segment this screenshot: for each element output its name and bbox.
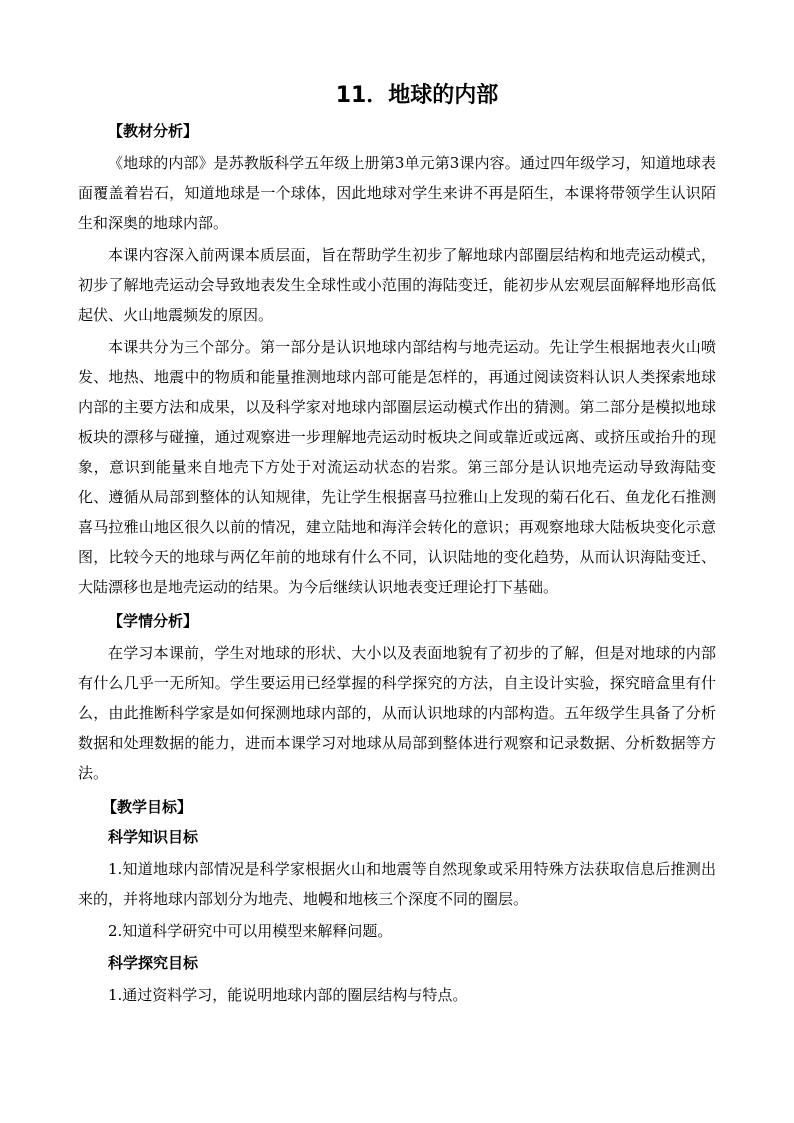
subheading-inquiry-goals: 科学探究目标 (108, 954, 199, 972)
paragraph: 在学习本课前，学生对地球的形状、大小以及表面地貌有了初步的了解，但是对地球的内部有什么几乎一无所知。学生要运用已经掌握的科学探究的方法，自主设计实验，探究暗盒里有什么，由此推断科学家是如何探测地球内部的，从而认识地球的内部构造。五年级学生具备了分析数据和处理数据的能力，进而本课学习对地球从局部到整体进行观察和记录数据、分析数据等方法。 (78, 644, 716, 782)
subheading-knowledge-goals: 科学知识目标 (108, 828, 199, 846)
paragraph: 本课内容深入前两课本质层面，旨在帮助学生初步了解地球内部圈层结构和地壳运动模式，初步了解地壳运动会导致地表发生全球性或小范围的海陆变迁，能初步从宏观层面解释地形高低起伏、火山地震频发的原因。 (78, 246, 716, 324)
section-heading-learner-analysis: 【学情分析】 (108, 612, 199, 630)
goal-item: 2.知道科学研究中可以用模型来解释问题。 (108, 922, 393, 940)
document-page (78, 80, 716, 1010)
paragraph: 本课共分为三个部分。第一部分是认识地球内部结构与地壳运动。先让学生根据地表火山喷发、地热、地震中的物质和能量推测地球内部可能是怎样的，再通过阅读资料认识人类探索地球内部的主要方法和成果，以及科学家对地球内部圈层运动模式作出的猜测。第二部分是模拟地球板块的漂移与碰撞，通过观察进一步理解地壳运动时板块之间或靠近或远离、或挤压或抬升的现象，意识到能量来自地壳下方处于对流运动状态的岩浆。第三部分是认识地壳运动导致海陆变化、遵循从局部到整体的认知规律，先让学生根据喜马拉雅山上发现的菊石化石、鱼龙化石推测喜马拉雅山地区很久以前的情况，建立陆地和海洋会转化的意识；再观察地球大陆板块变化示意图，比较今天的地球与两亿年前的地球有什么不同，认识陆地的变化趋势，从而认识海陆变迁、大陆漂移也是地壳运动的结果。为今后继续认识地表变迁理论打下基础。 (78, 338, 716, 596)
goal-item: 1.通过资料学习，能说明地球内部的圈层结构与特点。 (108, 986, 468, 1004)
paragraph: 《地球的内部》是苏教版科学五年级上册第3单元第3课内容。通过四年级学习，知道地球表面覆盖着岩石，知道地球是一个球体，因此地球对学生来讲不再是陌生，本课将带领学生认识陌生和深奥的地球内部。 (78, 154, 716, 232)
goal-item: 1.知道地球内部情况是科学家根据火山和地震等自然现象或采用特殊方法获取信息后推测出来的，并将地球内部划分为地壳、地幔和地核三个深度不同的圈层。 (78, 860, 716, 908)
section-heading-textbook-analysis: 【教材分析】 (108, 122, 199, 140)
section-heading-teaching-goals: 【教学目标】 (102, 798, 193, 816)
page-title: 11．地球的内部 (335, 83, 499, 108)
